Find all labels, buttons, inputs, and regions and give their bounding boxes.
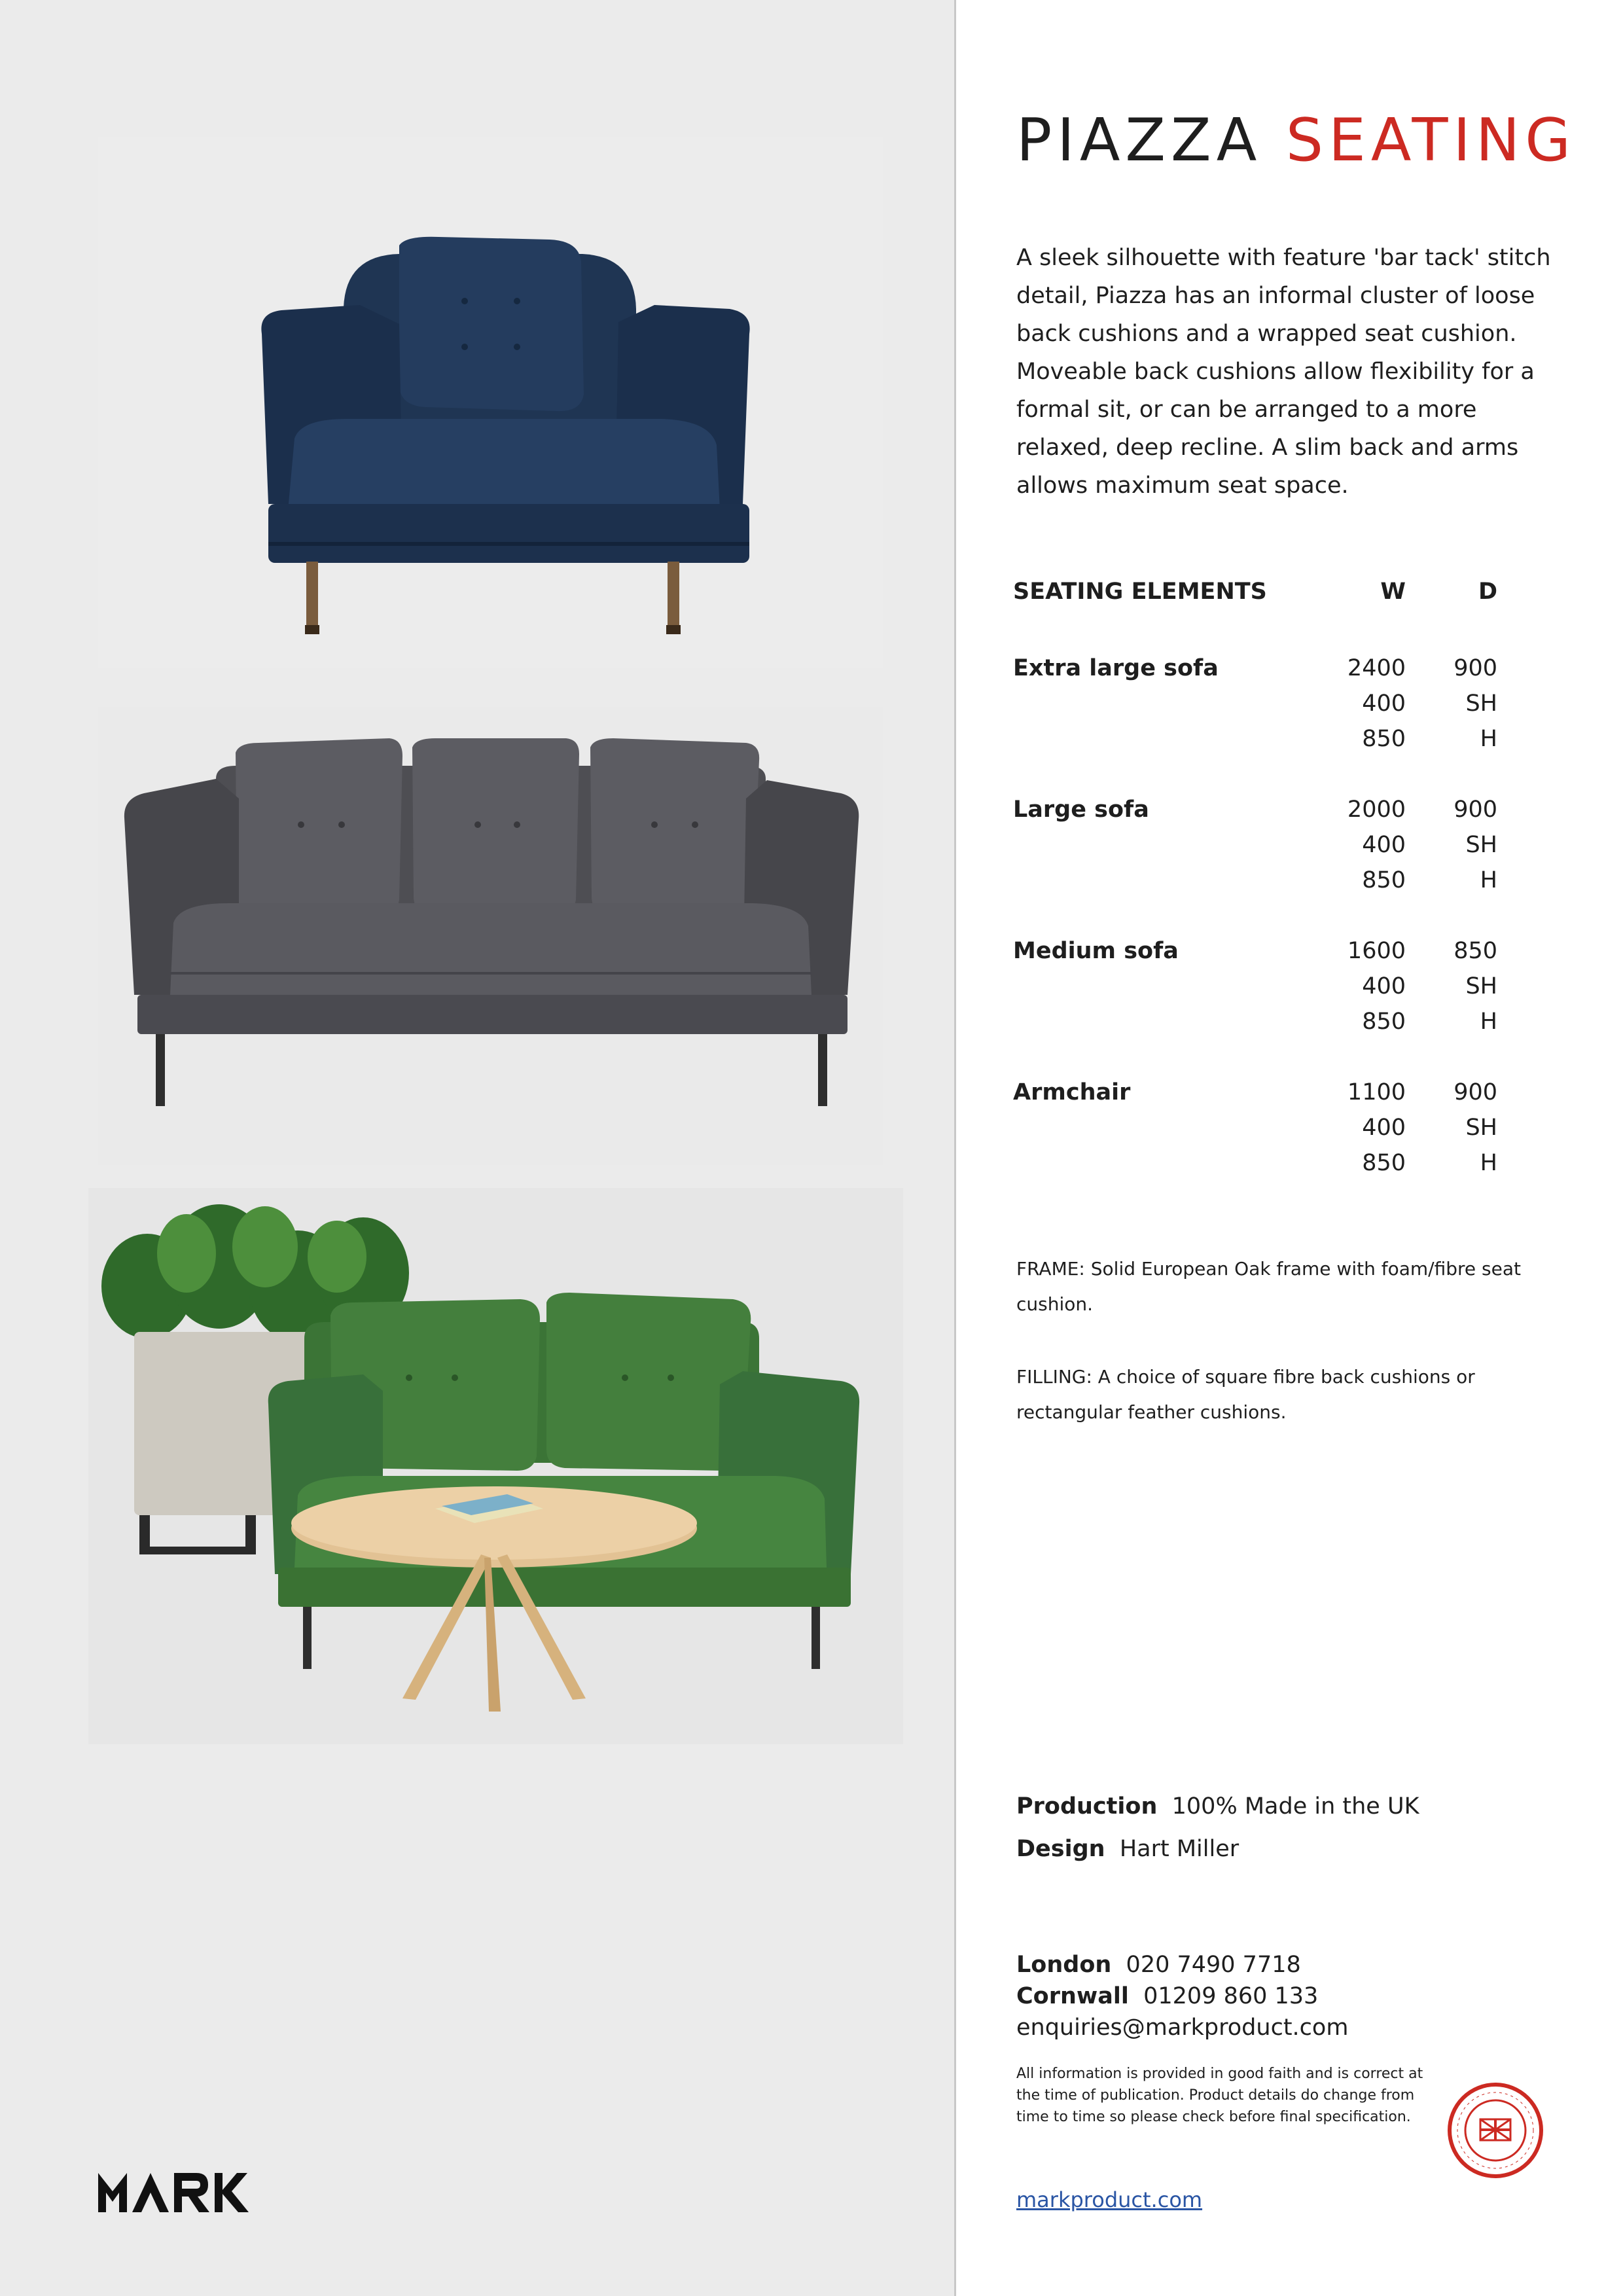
table-row xyxy=(1013,827,1497,863)
cornwall-contact xyxy=(1016,1983,1318,2009)
cornwall-label: Cornwall xyxy=(1016,1983,1129,2009)
depth-value: 900 xyxy=(1454,655,1497,681)
table-row xyxy=(1013,651,1497,686)
armchair-photo xyxy=(98,137,883,668)
table-row xyxy=(1013,1075,1497,1110)
depth-value: 850 xyxy=(1454,938,1497,964)
cornwall-phone: 01209 860 133 xyxy=(1143,1983,1319,2009)
seat-height-value: 400 xyxy=(1362,973,1406,999)
header-seating-elements: SEATING ELEMENTS xyxy=(1013,579,1267,605)
height-label: H xyxy=(1480,1150,1497,1176)
made-in-uk-badge xyxy=(1446,2081,1544,2179)
height-value: 850 xyxy=(1362,726,1406,752)
grey-sofa-photo xyxy=(98,707,883,1165)
height-label: H xyxy=(1480,726,1497,752)
element-name: Medium sofa xyxy=(1013,938,1179,964)
height-label: H xyxy=(1480,867,1497,893)
seat-height-label: SH xyxy=(1465,973,1497,999)
width-value: 1600 xyxy=(1347,938,1406,964)
height-value: 850 xyxy=(1362,867,1406,893)
page-title xyxy=(1016,106,1576,175)
london-label: London xyxy=(1016,1952,1112,1978)
design-info xyxy=(1016,1836,1239,1862)
depth-value: 900 xyxy=(1454,1079,1497,1105)
filling-note: FILLING: A choice of square fibre back cushions or rectangular feather cushions. xyxy=(1016,1366,1475,1423)
width-value: 2000 xyxy=(1347,797,1406,823)
table-row xyxy=(1013,969,1497,1004)
title-main: PIAZZA xyxy=(1016,106,1262,175)
table-row xyxy=(1013,721,1497,757)
width-value: 2400 xyxy=(1347,655,1406,681)
seating-elements-table xyxy=(1013,568,1497,1181)
london-contact xyxy=(1016,1952,1301,1978)
table-row xyxy=(1013,792,1497,827)
header-width: W xyxy=(1380,579,1406,605)
seat-height-label: SH xyxy=(1465,691,1497,717)
height-value: 850 xyxy=(1362,1150,1406,1176)
email-address[interactable]: enquiries@markproduct.com xyxy=(1016,2015,1349,2041)
green-sofa-illustration xyxy=(88,1188,903,1744)
depth-value: 900 xyxy=(1454,797,1497,823)
element-name: Armchair xyxy=(1013,1079,1131,1105)
london-phone: 020 7490 7718 xyxy=(1126,1952,1301,1978)
height-value: 850 xyxy=(1362,1009,1406,1035)
element-name: Extra large sofa xyxy=(1013,655,1219,681)
header-depth: D xyxy=(1478,579,1497,605)
green-sofa-photo xyxy=(88,1188,903,1744)
table-header-row xyxy=(1013,568,1497,615)
armchair-illustration xyxy=(98,137,883,668)
table-row xyxy=(1013,1004,1497,1039)
seat-height-label: SH xyxy=(1465,1115,1497,1141)
mark-logo xyxy=(98,2173,255,2212)
seat-height-value: 400 xyxy=(1362,832,1406,858)
grey-sofa-illustration xyxy=(98,707,883,1165)
design-value: Hart Miller xyxy=(1119,1836,1240,1862)
panel-divider xyxy=(954,0,956,2296)
product-description: A sleek silhouette with feature 'bar tack' stitch detail, Piazza has an informal cluster of loose back cushions and a wrapped seat cushion. Moveable back cushions allow flexibility for a formal sit, or can be arranged to a more relaxed, deep recline. A slim back and arms allows maximum seat space. xyxy=(1016,245,1551,499)
element-name: Large sofa xyxy=(1013,797,1149,823)
table-row xyxy=(1013,686,1497,721)
seat-height-value: 400 xyxy=(1362,1115,1406,1141)
frame-note: FRAME: Solid European Oak frame with foam/fibre seat cushion. xyxy=(1016,1258,1521,1315)
table-row xyxy=(1013,1110,1497,1145)
production-info xyxy=(1016,1793,1419,1820)
table-row xyxy=(1013,1145,1497,1181)
table-row xyxy=(1013,863,1497,898)
production-label: Production xyxy=(1016,1793,1158,1820)
height-label: H xyxy=(1480,1009,1497,1035)
seat-height-label: SH xyxy=(1465,832,1497,858)
design-label: Design xyxy=(1016,1836,1105,1862)
seat-height-value: 400 xyxy=(1362,691,1406,717)
production-value: 100% Made in the UK xyxy=(1171,1793,1419,1820)
table-row xyxy=(1013,933,1497,969)
title-accent: SEATING xyxy=(1285,106,1577,175)
website-link[interactable]: markproduct.com xyxy=(1016,2187,1203,2212)
width-value: 1100 xyxy=(1347,1079,1406,1105)
disclaimer: All information is provided in good faith and is correct at the time of publication. Product details do change from time to time so please check before final specification. xyxy=(1016,2066,1423,2125)
